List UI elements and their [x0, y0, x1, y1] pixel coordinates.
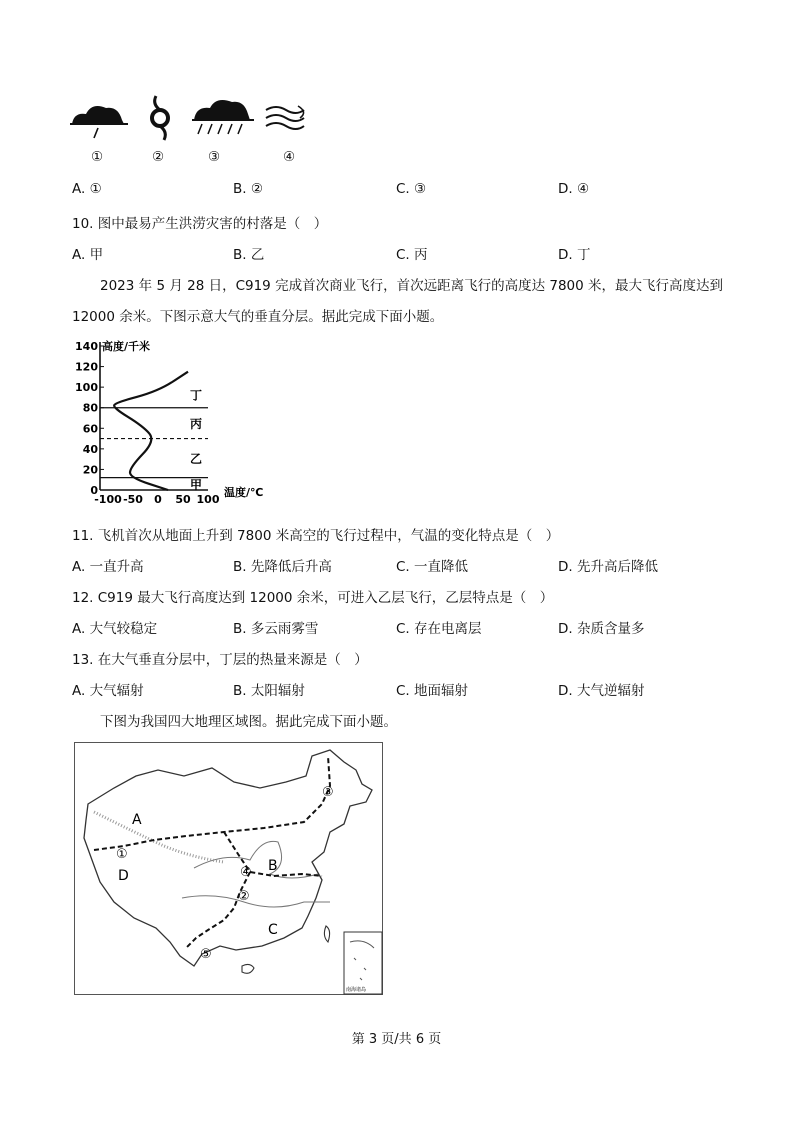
- page-footer: 第 3 页/共 6 页: [351, 1032, 442, 1047]
- wind-haze-icon: [266, 106, 304, 129]
- y-tick-label: 20: [82, 463, 98, 477]
- symbol-label-2: ②: [152, 149, 165, 165]
- q13-option-d[interactable]: D. 大气逆辐射: [558, 683, 645, 699]
- region-d: D: [118, 868, 129, 884]
- marker-4: ④: [240, 865, 252, 880]
- marker-5: ⑤: [200, 947, 212, 962]
- layer-label: 丙: [189, 417, 203, 432]
- q9-option-d[interactable]: D. ④: [558, 181, 590, 197]
- x-tick-label: 100: [196, 493, 220, 504]
- y-tick-label: 100: [75, 381, 98, 395]
- x-tick-label: -100: [94, 493, 122, 504]
- layer-labels: [190, 388, 202, 491]
- q10-option-a[interactable]: A. 甲: [72, 247, 104, 263]
- layer-label: 乙: [189, 452, 203, 467]
- passage1-line2: 12000 余米。下图示意大气的垂直分层。据此完成下面小题。: [72, 309, 444, 325]
- symbol-label-3: ③: [208, 149, 221, 165]
- q12-option-a[interactable]: A. 大气较稳定: [72, 621, 158, 637]
- temperature-curve: [114, 372, 188, 490]
- typhoon-icon: [152, 96, 168, 140]
- q13-option-c[interactable]: C. 地面辐射: [396, 683, 469, 699]
- region-b: B: [268, 858, 278, 874]
- chart-axes: [100, 342, 208, 490]
- q10-option-c[interactable]: C. 丙: [396, 247, 428, 263]
- layer-label: 甲: [189, 477, 203, 492]
- q10-option-d[interactable]: D. 丁: [558, 247, 591, 263]
- y-tick-label: 40: [82, 442, 98, 456]
- q9-option-c[interactable]: C. ③: [396, 181, 427, 197]
- passage1-line1: 2023 年 5 月 28 日，C919 完成首次商业飞行，首次远距离飞行的高度达 7800 米，最大飞行高度达到: [100, 278, 724, 294]
- q11-option-b[interactable]: B. 先降低后升高: [233, 559, 332, 575]
- q13-stem: 13. 在大气垂直分层中，丁层的热量来源是（ ）: [72, 652, 368, 668]
- y-tick-label: 120: [75, 360, 98, 374]
- q11-option-c[interactable]: C. 一直降低: [396, 559, 469, 575]
- q12-option-d[interactable]: D. 杂质含量多: [558, 621, 645, 637]
- q9-option-a[interactable]: A. ①: [72, 181, 102, 197]
- x-axis-title: 温度/℃: [224, 486, 264, 499]
- q10-stem: 10. 图中最易产生洪涝灾害的村落是（ ）: [72, 216, 328, 232]
- q10-option-b[interactable]: B. 乙: [233, 247, 265, 263]
- cloud-drizzle-icon: [70, 106, 128, 138]
- region-a: A: [132, 812, 142, 828]
- x-tick-label: 50: [175, 493, 191, 504]
- china-regions-map: [74, 742, 384, 996]
- inset-label: 南海诸岛: [346, 987, 367, 993]
- y-axis-title: 高度/千米: [102, 340, 151, 353]
- q12-option-b[interactable]: B. 多云雨雾雪: [233, 621, 319, 637]
- q11-option-a[interactable]: A. 一直升高: [72, 559, 144, 575]
- cloud-rain-icon: [192, 100, 254, 134]
- q9-option-b[interactable]: B. ②: [233, 181, 263, 197]
- q11-option-d[interactable]: D. 先升高后降低: [558, 559, 658, 575]
- layer-label: 丁: [189, 388, 203, 403]
- symbol-label-1: ①: [91, 149, 104, 165]
- x-tick-label: 0: [154, 493, 162, 504]
- y-tick-label: 140: [75, 340, 98, 353]
- q12-stem: 12. C919 最大飞行高度达到 12000 余米，可进入乙层飞行，乙层特点是（ ）: [72, 590, 554, 606]
- q13-option-b[interactable]: B. 太阳辐射: [233, 683, 305, 699]
- y-tick-label: 60: [82, 422, 98, 436]
- y-tick-label: 80: [82, 401, 98, 415]
- atmosphere-layers-chart: [70, 336, 280, 504]
- y-tick-label: 0: [90, 484, 98, 497]
- marker-3: ③: [322, 785, 334, 800]
- q13-option-a[interactable]: A. 大气辐射: [72, 683, 144, 699]
- weather-icons-svg: [66, 92, 326, 142]
- q12-option-c[interactable]: C. 存在电离层: [396, 621, 482, 637]
- q11-stem: 11. 飞机首次从地面上升到 7800 米高空的飞行过程中，气温的变化特点是（ ）: [72, 528, 560, 544]
- marker-1: ①: [116, 847, 128, 862]
- symbol-label-4: ④: [283, 149, 296, 165]
- marker-2: ②: [238, 889, 250, 904]
- x-tick-label: -50: [123, 493, 143, 504]
- region-c: C: [268, 922, 278, 938]
- passage2-text: 下图为我国四大地理区域图。据此完成下面小题。: [100, 714, 397, 730]
